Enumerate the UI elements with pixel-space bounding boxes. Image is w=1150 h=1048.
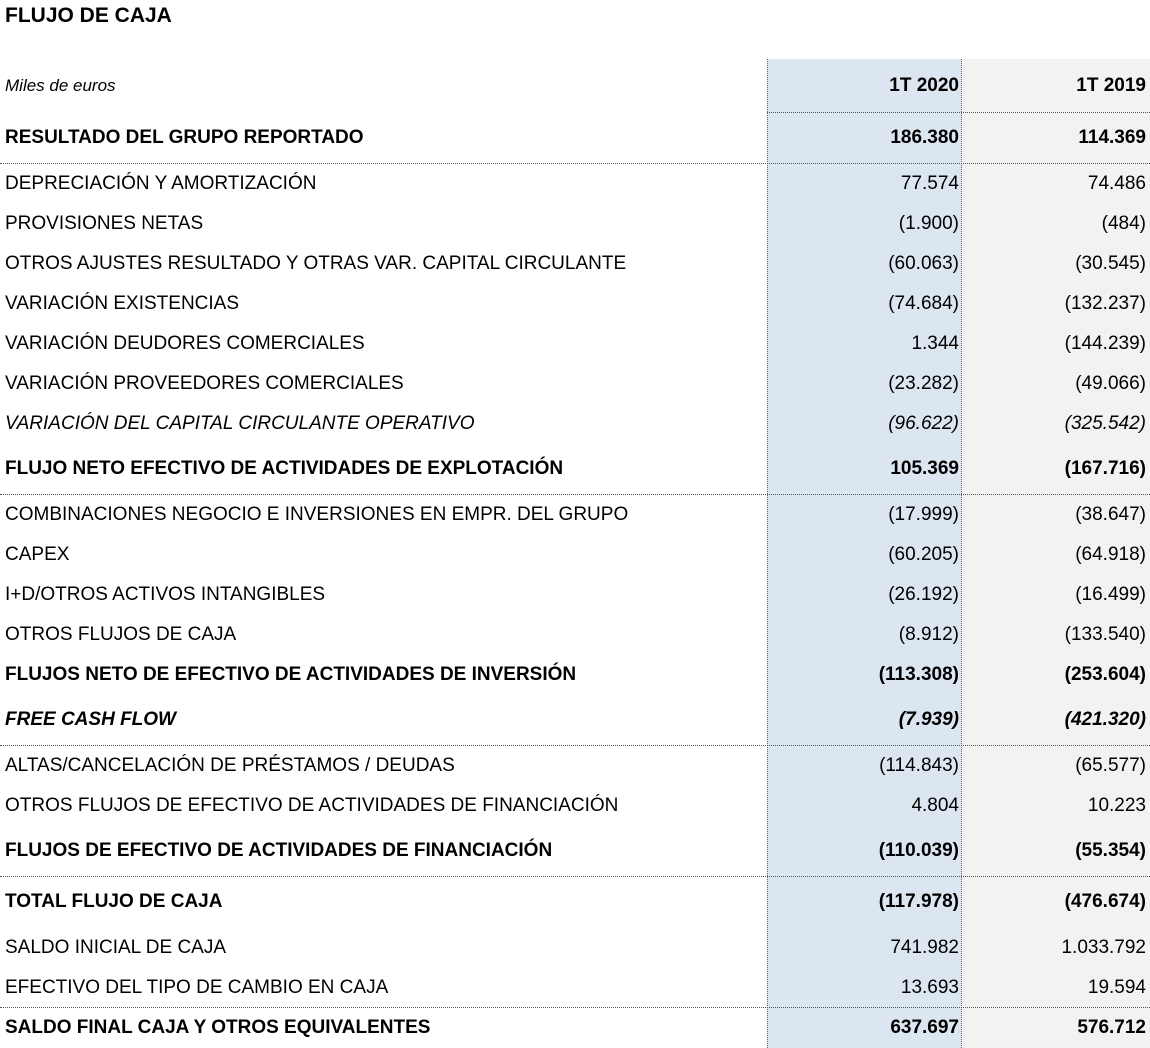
value-1t-2020: (113.308) xyxy=(878,664,959,685)
value-1t-2019: (484) xyxy=(1101,213,1146,234)
table-row xyxy=(0,695,1150,745)
table-row xyxy=(0,615,1150,655)
value-1t-2020: (1.900) xyxy=(898,213,959,234)
value-1t-2020: (74.684) xyxy=(888,293,959,314)
value-1t-2019: (49.066) xyxy=(1075,373,1146,394)
row-label: FLUJOS DE EFECTIVO DE ACTIVIDADES DE FINANCIACIÓN xyxy=(5,839,553,861)
value-1t-2019: 19.594 xyxy=(1087,977,1146,998)
value-1t-2019: (421.320) xyxy=(1064,709,1146,730)
table-row xyxy=(0,1008,1150,1048)
row-label: TOTAL FLUJO DE CAJA xyxy=(5,891,223,912)
value-1t-2019: (16.499) xyxy=(1075,584,1146,605)
value-1t-2019: (132.237) xyxy=(1064,293,1146,314)
row-label: SALDO INICIAL DE CAJA xyxy=(5,937,227,958)
value-1t-2020: 4.804 xyxy=(911,795,959,816)
row-label: OTROS AJUSTES RESULTADO Y OTRAS VAR. CAPITAL CIRCULANTE xyxy=(5,253,627,274)
row-label: VARIACIÓN DEL CAPITAL CIRCULANTE OPERATIVO xyxy=(5,413,475,434)
value-1t-2019: 74.486 xyxy=(1087,173,1146,194)
row-label: VARIACIÓN DEUDORES COMERCIALES xyxy=(5,333,365,354)
table-row xyxy=(0,244,1150,284)
row-label: PROVISIONES NETAS xyxy=(5,213,204,234)
row-label: FREE CASH FLOW xyxy=(5,709,176,730)
value-1t-2020: (96.622) xyxy=(888,413,959,434)
value-1t-2020: 105.369 xyxy=(890,457,959,479)
value-1t-2020: (114.843) xyxy=(879,755,959,776)
value-1t-2020: 637.697 xyxy=(890,1017,959,1038)
value-1t-2019: (133.540) xyxy=(1064,624,1146,645)
value-1t-2020: (7.939) xyxy=(898,709,959,730)
column-header-1t-2019: 1T 2019 xyxy=(1076,74,1146,96)
table-row xyxy=(0,575,1150,615)
table-row xyxy=(0,164,1150,204)
value-1t-2019: (167.716) xyxy=(1064,457,1146,479)
value-1t-2019: (65.577) xyxy=(1075,755,1146,776)
value-1t-2019: (64.918) xyxy=(1075,544,1146,565)
row-label: VARIACIÓN EXISTENCIAS xyxy=(5,293,240,314)
units-label: Miles de euros xyxy=(5,75,116,95)
value-1t-2020: 1.344 xyxy=(911,333,959,354)
row-label: SALDO FINAL CAJA Y OTROS EQUIVALENTES xyxy=(5,1017,431,1038)
value-1t-2020: (23.282) xyxy=(888,373,959,394)
column-header-1t-2020: 1T 2020 xyxy=(889,74,959,96)
value-1t-2019: (30.545) xyxy=(1075,253,1146,274)
value-1t-2020: (8.912) xyxy=(898,624,959,645)
table-row xyxy=(0,786,1150,826)
table-row xyxy=(0,877,1150,927)
value-1t-2020: (26.192) xyxy=(888,584,959,605)
table-row xyxy=(0,204,1150,244)
table-row xyxy=(0,404,1150,444)
table-row xyxy=(0,655,1150,695)
value-1t-2019: (476.674) xyxy=(1064,891,1146,912)
row-label: VARIACIÓN PROVEEDORES COMERCIALES xyxy=(5,373,404,394)
row-label: EFECTIVO DEL TIPO DE CAMBIO EN CAJA xyxy=(5,977,389,998)
value-1t-2019: (144.239) xyxy=(1064,333,1146,354)
value-1t-2020: 77.574 xyxy=(900,173,959,194)
value-1t-2020: (60.063) xyxy=(888,253,959,274)
value-1t-2019: 1.033.792 xyxy=(1061,937,1146,958)
value-1t-2019: (325.542) xyxy=(1064,413,1146,434)
table-header-row xyxy=(0,59,1150,112)
value-1t-2019: (38.647) xyxy=(1075,504,1146,525)
table-row xyxy=(0,968,1150,1008)
table-row xyxy=(0,495,1150,535)
value-1t-2019: (55.354) xyxy=(1075,839,1146,861)
row-label: I+D/OTROS ACTIVOS INTANGIBLES xyxy=(5,584,326,605)
value-1t-2019: 114.369 xyxy=(1078,127,1146,148)
value-1t-2020: 741.982 xyxy=(890,937,959,958)
value-1t-2019: 10.223 xyxy=(1087,795,1146,816)
page-title: FLUJO DE CAJA xyxy=(5,4,172,27)
row-label: RESULTADO DEL GRUPO REPORTADO xyxy=(5,127,364,148)
row-label: FLUJO NETO EFECTIVO DE ACTIVIDADES DE EXPLOTACIÓN xyxy=(5,457,564,479)
row-label: DEPRECIACIÓN Y AMORTIZACIÓN xyxy=(5,173,317,194)
value-1t-2020: (17.999) xyxy=(888,504,959,525)
value-1t-2020: (110.039) xyxy=(878,839,959,861)
table-row xyxy=(0,928,1150,968)
row-label: CAPEX xyxy=(5,544,70,565)
value-1t-2019: 576.712 xyxy=(1077,1017,1146,1038)
table-row xyxy=(0,364,1150,404)
value-1t-2020: (60.205) xyxy=(888,544,959,565)
value-1t-2020: 13.693 xyxy=(900,977,959,998)
table-row xyxy=(0,444,1150,493)
table-row xyxy=(0,746,1150,786)
row-label: ALTAS/CANCELACIÓN DE PRÉSTAMOS / DEUDAS xyxy=(5,755,455,776)
table-row xyxy=(0,284,1150,324)
value-1t-2020: (117.978) xyxy=(878,891,959,912)
value-1t-2019: (253.604) xyxy=(1064,664,1146,685)
row-label: OTROS FLUJOS DE CAJA xyxy=(5,624,237,645)
row-label: FLUJOS NETO DE EFECTIVO DE ACTIVIDADES DE INVERSIÓN xyxy=(5,664,577,685)
value-1t-2020: 186.380 xyxy=(890,127,959,148)
table-row xyxy=(0,324,1150,364)
table-row xyxy=(0,114,1150,162)
row-label: OTROS FLUJOS DE EFECTIVO DE ACTIVIDADES DE FINANCIACIÓN xyxy=(5,795,619,816)
table-row xyxy=(0,535,1150,575)
table-row xyxy=(0,826,1150,875)
row-label: COMBINACIONES NEGOCIO E INVERSIONES EN EMPR. DEL GRUPO xyxy=(5,504,629,525)
divider xyxy=(767,112,1150,113)
